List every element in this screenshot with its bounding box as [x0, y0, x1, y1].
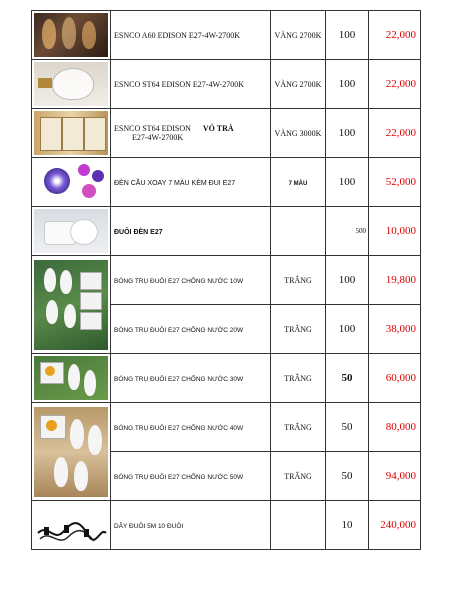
cable-string-photo: [34, 503, 108, 547]
product-quantity: 50: [326, 403, 369, 452]
table-row: [32, 207, 421, 256]
product-quantity: 100: [326, 60, 369, 109]
product-quantity: 100: [326, 158, 369, 207]
socket-adapter-photo: [34, 209, 108, 253]
product-image-cell: [32, 207, 111, 256]
product-name: ESNCO ST64 EDISON E27-4W-2700K: [111, 60, 271, 109]
disco-ball-photo: [34, 160, 108, 204]
table-row: [32, 354, 421, 403]
cylinder-bulbs-carton-photo: [34, 407, 108, 497]
product-quantity: 100: [326, 109, 369, 158]
product-price: 60,000: [369, 354, 421, 403]
product-price: 10,000: [369, 207, 421, 256]
cylinder-bulbs-photo: [34, 260, 108, 350]
product-color: TRẮNG: [271, 403, 326, 452]
product-quantity: 50: [326, 452, 369, 501]
product-price: 22,000: [369, 11, 421, 60]
table-row: [32, 11, 421, 60]
table-row: [32, 158, 421, 207]
cable-drawing: [34, 503, 108, 547]
product-color: TRẮNG: [271, 305, 326, 354]
product-image-cell: [32, 501, 111, 550]
product-color: [271, 501, 326, 550]
edison-bulbs-photo: [34, 13, 108, 57]
table-row: [32, 60, 421, 109]
product-price: 38,000: [369, 305, 421, 354]
product-price: 240,000: [369, 501, 421, 550]
product-quantity: 100: [326, 305, 369, 354]
product-quantity: 50: [326, 354, 369, 403]
product-color: 7 MÀU: [271, 158, 326, 207]
product-price: 94,000: [369, 452, 421, 501]
product-price: 80,000: [369, 403, 421, 452]
product-price: 52,000: [369, 158, 421, 207]
cylinder-bulbs-box-photo: [34, 356, 108, 400]
product-color: VÀNG 3000K: [271, 109, 326, 158]
st64-bulb-photo: [34, 62, 108, 106]
product-name: BÓNG TRỤ ĐUÔI E27 CHỐNG NƯỚC 10W: [111, 256, 271, 305]
product-name: ĐÈN CẦU XOAY 7 MÀU KÈM ĐUI E27: [111, 158, 271, 207]
product-price: 22,000: [369, 109, 421, 158]
product-color: [271, 207, 326, 256]
product-image-cell: [32, 60, 111, 109]
product-image-cell: [32, 11, 111, 60]
product-name: BÓNG TRỤ ĐUÔI E27 CHỐNG NƯỚC 40W: [111, 403, 271, 452]
product-price-table: [31, 10, 421, 550]
product-image-cell: [32, 109, 111, 158]
product-image-cell: [32, 403, 111, 501]
product-name: BÓNG TRỤ ĐUÔI E27 CHỐNG NƯỚC 30W: [111, 354, 271, 403]
product-name: ESNCO ST64 EDISON VỎ TRÀ E27-4W-2700K: [111, 109, 271, 158]
product-name: ĐUÔI ĐÈN E27: [111, 207, 271, 256]
product-image-cell: [32, 158, 111, 207]
product-color: TRẮNG: [271, 452, 326, 501]
table-row: [32, 403, 421, 452]
product-quantity: 100: [326, 256, 369, 305]
product-image-cell: [32, 354, 111, 403]
table-row: [32, 501, 421, 550]
product-name: BÓNG TRỤ ĐUÔI E27 CHỐNG NƯỚC 50W: [111, 452, 271, 501]
product-color: TRẮNG: [271, 256, 326, 305]
product-color: VÀNG 2700K: [271, 11, 326, 60]
product-name: BÓNG TRỤ ĐUÔI E27 CHỐNG NƯỚC 20W: [111, 305, 271, 354]
product-color: VÀNG 2700K: [271, 60, 326, 109]
table-row: [32, 109, 421, 158]
product-image-cell: [32, 256, 111, 354]
product-quantity: 10: [326, 501, 369, 550]
product-quantity: 500: [326, 207, 369, 256]
table-row: [32, 256, 421, 305]
product-color: TRẮNG: [271, 354, 326, 403]
product-price: 22,000: [369, 60, 421, 109]
product-quantity: 100: [326, 11, 369, 60]
bulb-boxes-photo: [34, 111, 108, 155]
product-name: ESNCO A60 EDISON E27-4W-2700K: [111, 11, 271, 60]
product-price: 19,800: [369, 256, 421, 305]
product-name: DÂY ĐUÔI 5M 10 ĐUÔI: [111, 501, 271, 550]
